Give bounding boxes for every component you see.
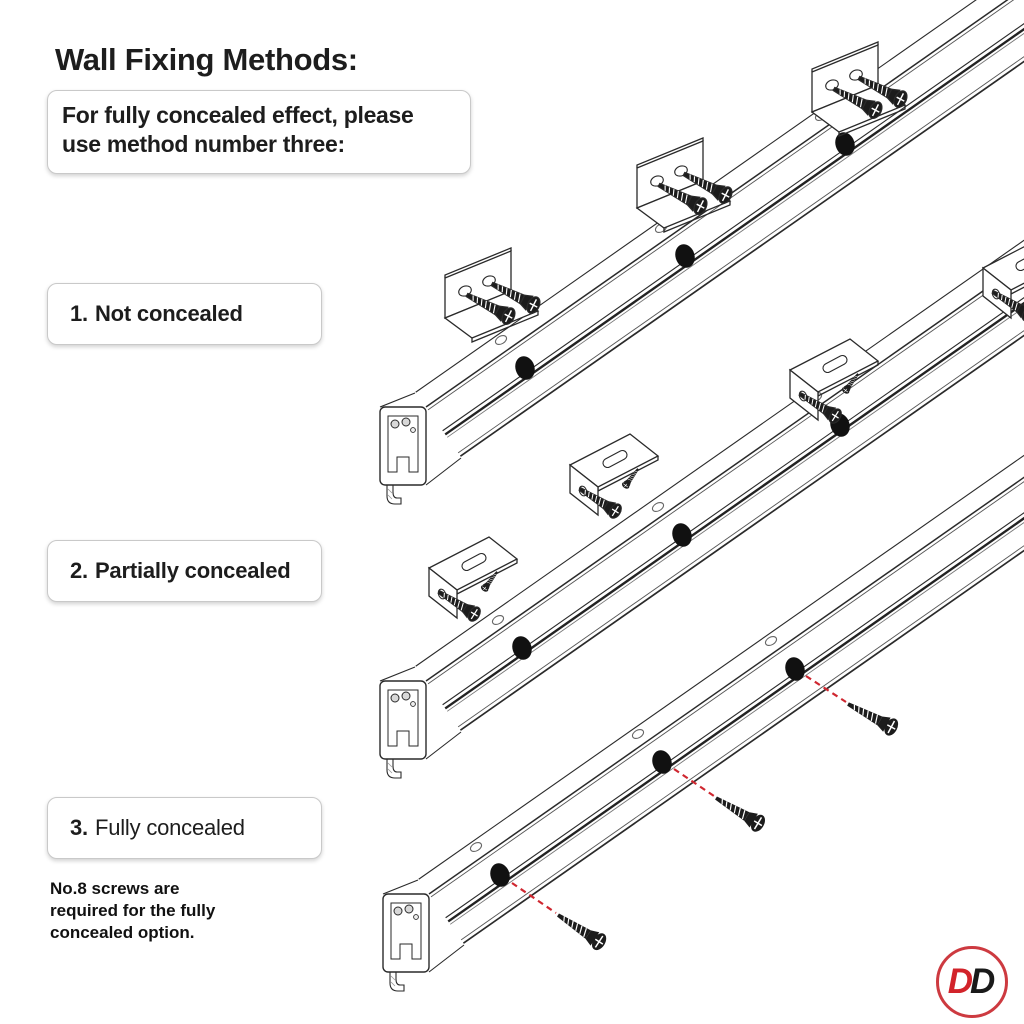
info-box xyxy=(47,90,471,174)
method-box-not-concealed xyxy=(47,283,322,345)
screw-note xyxy=(50,878,250,944)
logo-letter-d2: D xyxy=(970,962,993,1001)
method-label: Partially concealed xyxy=(94,558,291,583)
note-line: No.8 screws are xyxy=(50,879,180,898)
method-label: Fully concealed xyxy=(94,815,245,840)
note-line: concealed option. xyxy=(50,923,195,943)
track-end-profile xyxy=(383,894,429,991)
method-number: 2. xyxy=(70,558,88,583)
method-box-fully-concealed xyxy=(47,797,322,859)
track-end-profile xyxy=(380,681,426,778)
logo-letter-d1: D xyxy=(947,962,970,1001)
method-box-partially-concealed xyxy=(47,540,322,602)
method-number: 3. xyxy=(70,815,88,840)
method-label: Not concealed xyxy=(94,301,243,326)
info-box-line2: use method number three: xyxy=(62,131,345,158)
track-end-profile xyxy=(380,407,426,504)
info-box-line1: For fully concealed effect, please xyxy=(62,102,414,128)
page-title: Wall Fixing Methods: xyxy=(55,42,358,77)
dd-brand-logo xyxy=(936,946,1008,1018)
track-method-1 xyxy=(380,0,1024,504)
method-number: 1. xyxy=(70,301,88,326)
note-line: required for the fully xyxy=(50,901,216,921)
